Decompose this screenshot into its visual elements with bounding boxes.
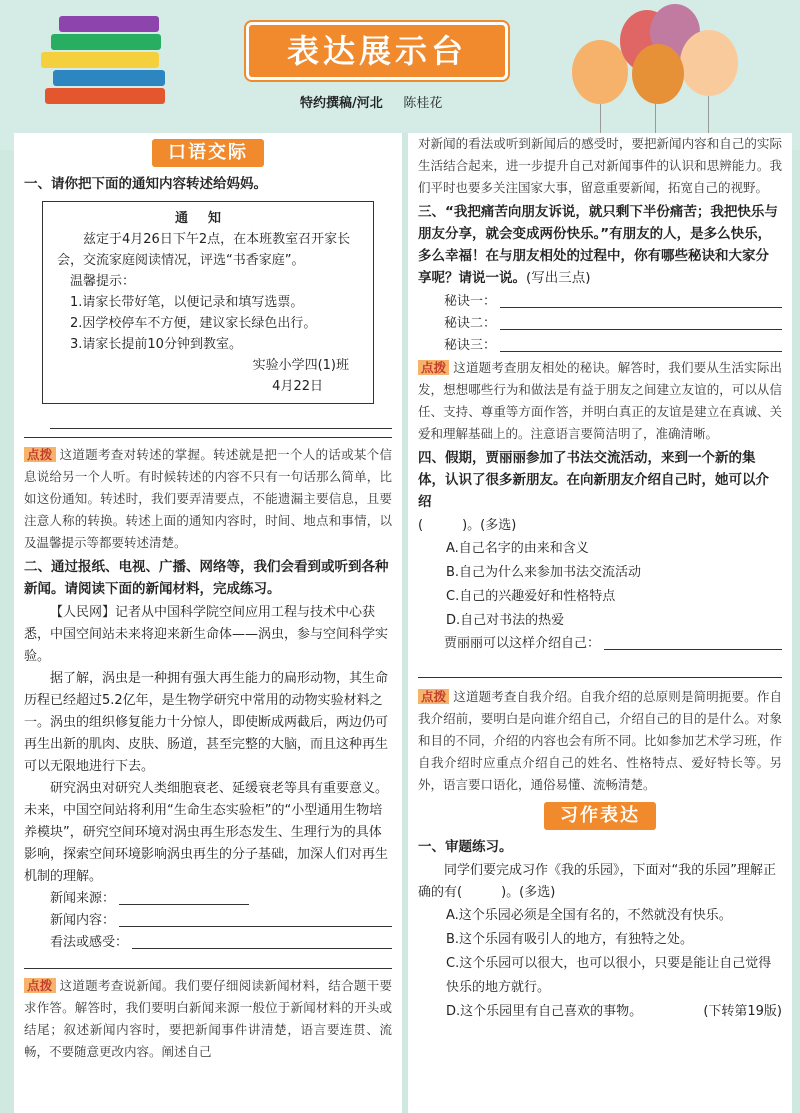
news-paragraph-3: 研究涡虫对研究人类细胞衰老、延缓衰老等具有重要意义。未来，中国空间站将利用“生命生态实验柜”的“小型通用生物培养模块”，研究空间环境对涡虫再生形态发生、生理行为的具体影响，探索空间环境影响涡虫再生的分子基础，加深人们对再生机制的理解。 — [24, 781, 389, 884]
option[interactable]: C.自己的兴趣爱好和性格特点 — [446, 589, 616, 604]
notice-date: 4月22日 — [272, 379, 323, 394]
option[interactable]: B.这个乐园有吸引人的地方，有独特之处。 — [446, 932, 694, 947]
byline-label: 特约撰稿/河北 — [300, 96, 383, 111]
question-3: 三、“我把痛苦向朋友诉说，就只剩下半份痛苦；我把快乐与朋友分享，就会变成两份快乐。”有朋友的人，是多么快乐，多么幸福！在与朋友相处的过程中，你有哪些秘诀和大家分享呢？请说一说。(写出三点) — [418, 204, 778, 286]
tip-note-2-continued: 对新闻的看法或听到新闻后的感受时，要把新闻内容和自己的实际生活结合起来，进一步提升自己对新闻事件的认识和思辨能力。我们平时也要多关注国家大事，留意重要新闻，拓宽自己的视野。 — [418, 136, 782, 195]
question-5: 一、审题练习。 — [418, 839, 513, 855]
tip-label: 点拨 — [418, 689, 449, 704]
left-column — [14, 133, 402, 1113]
tip-note-1: 点拨 这道题考查对转述的掌握。转述就是把一个人的话或某个信息说给另一个人听。有时候转述的内容不只有一句话那么简单，比如这份通知。转述时，我们要弄清要点，不能遗漏主要信息，且要注意人称的转换。转述上面的通知内容时，时间、地点和事情，以及温馨提示等都要转述清楚。 — [24, 447, 392, 550]
notice-tip: 3.请家长提前10分钟到教室。 — [70, 337, 242, 352]
tip-note-2: 点拨 这道题考查说新闻。我们要仔细阅读新闻材料，结合题干要求作答。解答时，我们要明白新闻来源一般位于新闻材料的开头或结尾；叙述新闻内容时，要把新闻事件讲清楚，语言要连贯、流畅，不要随意更改内容。阐述自己 — [24, 978, 392, 1059]
notice-tips-title: 温馨提示： — [70, 274, 136, 289]
page-title: 表达展示台 — [246, 22, 508, 80]
answer-line[interactable] — [50, 408, 392, 429]
question-4-blank: ( )。(多选) — [418, 518, 517, 533]
question-2: 二、通过报纸、电视、广播、网络等，我们会看到或听到各种新闻。请阅读下面的新闻材料，完成练习。 — [24, 559, 389, 597]
secret-line-2[interactable]: 秘诀二： — [444, 313, 782, 335]
news-paragraph-1: 【人民网】记者从中国科学院空间应用工程与技术中心获悉，中国空间站未来将迎来新生命体——涡虫，参与空间科学实验。 — [24, 605, 389, 664]
tip-note-4: 点拨 这道题考查自我介绍。自我介绍的总原则是简明扼要。作自我介绍前，要明白是向谁介绍自己，介绍自己的目的是什么。对象和目的不同，介绍的内容也会有所不同。比如参加艺术学习班，作自我介绍时应重点介绍自己的姓名、性格特点、爱好特长等。另外，语言要口语化，通俗易懂、流畅清楚。 — [418, 689, 782, 792]
question-5-text: 同学们要完成习作《我的乐园》，下面对“我的乐园”理解正确的有( )。(多选) — [418, 863, 776, 900]
question-4: 四、假期，贾丽丽参加了书法交流活动，来到一个新的集体，认识了很多新朋友。在向新朋友介绍自己时，她可以介绍 — [418, 450, 769, 510]
notice-sign: 实验小学四(1)班 — [252, 358, 349, 373]
books-illustration — [35, 8, 175, 118]
secret-line-1[interactable]: 秘诀一： — [444, 291, 782, 313]
fill-opinion[interactable]: 看法或感受： — [50, 932, 392, 954]
fill-news-content[interactable]: 新闻内容： — [50, 910, 392, 932]
fill-self-intro[interactable]: 贾丽丽可以这样介绍自己： — [444, 633, 782, 655]
section-title-writing: 习作表达 — [544, 802, 656, 830]
option[interactable]: A.自己名字的由来和含义 — [446, 541, 589, 556]
notice-heading: 通知 — [174, 211, 241, 226]
question-1: 一、请你把下面的通知内容转述给妈妈。 — [24, 176, 267, 192]
byline — [300, 92, 560, 111]
option[interactable]: D.这个乐园里有自己喜欢的事物。 (下转第19版) — [446, 1000, 782, 1024]
option[interactable]: A.这个乐园必须是全国有名的，不然就没有快乐。 — [446, 908, 732, 923]
answer-line[interactable] — [418, 657, 782, 678]
option[interactable]: D.自己对书法的热爱 — [446, 613, 565, 628]
tip-label: 点拨 — [24, 978, 56, 993]
tip-note-3: 点拨 这道题考查朋友相处的秘诀。解答时，我们要从生活实际出发，想想哪些行为和做法是有益于朋友之间建立友谊的，可以从信任、支持、尊重等方面作答，并明白真正的友谊是建立在真诚、关爱和理解基础上的。注意语言要简洁明了，准确清晰。 — [418, 360, 782, 441]
byline-author: 陈桂花 — [403, 96, 443, 111]
right-column — [408, 133, 792, 1113]
news-paragraph-2: 据了解，涡虫是一种拥有强大再生能力的扁形动物，其生命历程已经超过5.2亿年，是生物学研究中常用的动物实验材料之一。涡虫的组织修复能力十分惊人，即使断成两截后，两边仍可再生出新的肌肉、皮肤、肠道，甚至完整的大脑，而且这种再生可以无限地进行下去。 — [24, 671, 389, 774]
continue-note: (下转第19版) — [703, 1004, 782, 1019]
tip-label: 点拨 — [24, 447, 56, 462]
tip-label: 点拨 — [418, 360, 449, 375]
secret-line-3[interactable]: 秘诀三： — [444, 335, 782, 357]
separator — [24, 437, 392, 438]
notice-tip: 1.请家长带好笔，以便记录和填写选票。 — [70, 295, 304, 310]
notice-body: 兹定于4月26日下午2点，在本班教室召开家长会，交流家庭阅读情况，评选“书香家庭”。 — [57, 232, 351, 268]
section-title-oral: 口语交际 — [152, 139, 264, 167]
option[interactable]: C.这个乐园可以很大，也可以很小，只要是能让自己觉得快乐的地方就行。 — [446, 956, 772, 995]
notice-tip: 2.因学校停车不方便，建议家长绿色出行。 — [70, 316, 317, 331]
fill-news-source[interactable]: 新闻来源： — [50, 888, 392, 910]
page-header — [0, 0, 800, 150]
separator — [24, 968, 392, 969]
notice-box — [42, 201, 374, 404]
option[interactable]: B.自己为什么来参加书法交流活动 — [446, 565, 642, 580]
